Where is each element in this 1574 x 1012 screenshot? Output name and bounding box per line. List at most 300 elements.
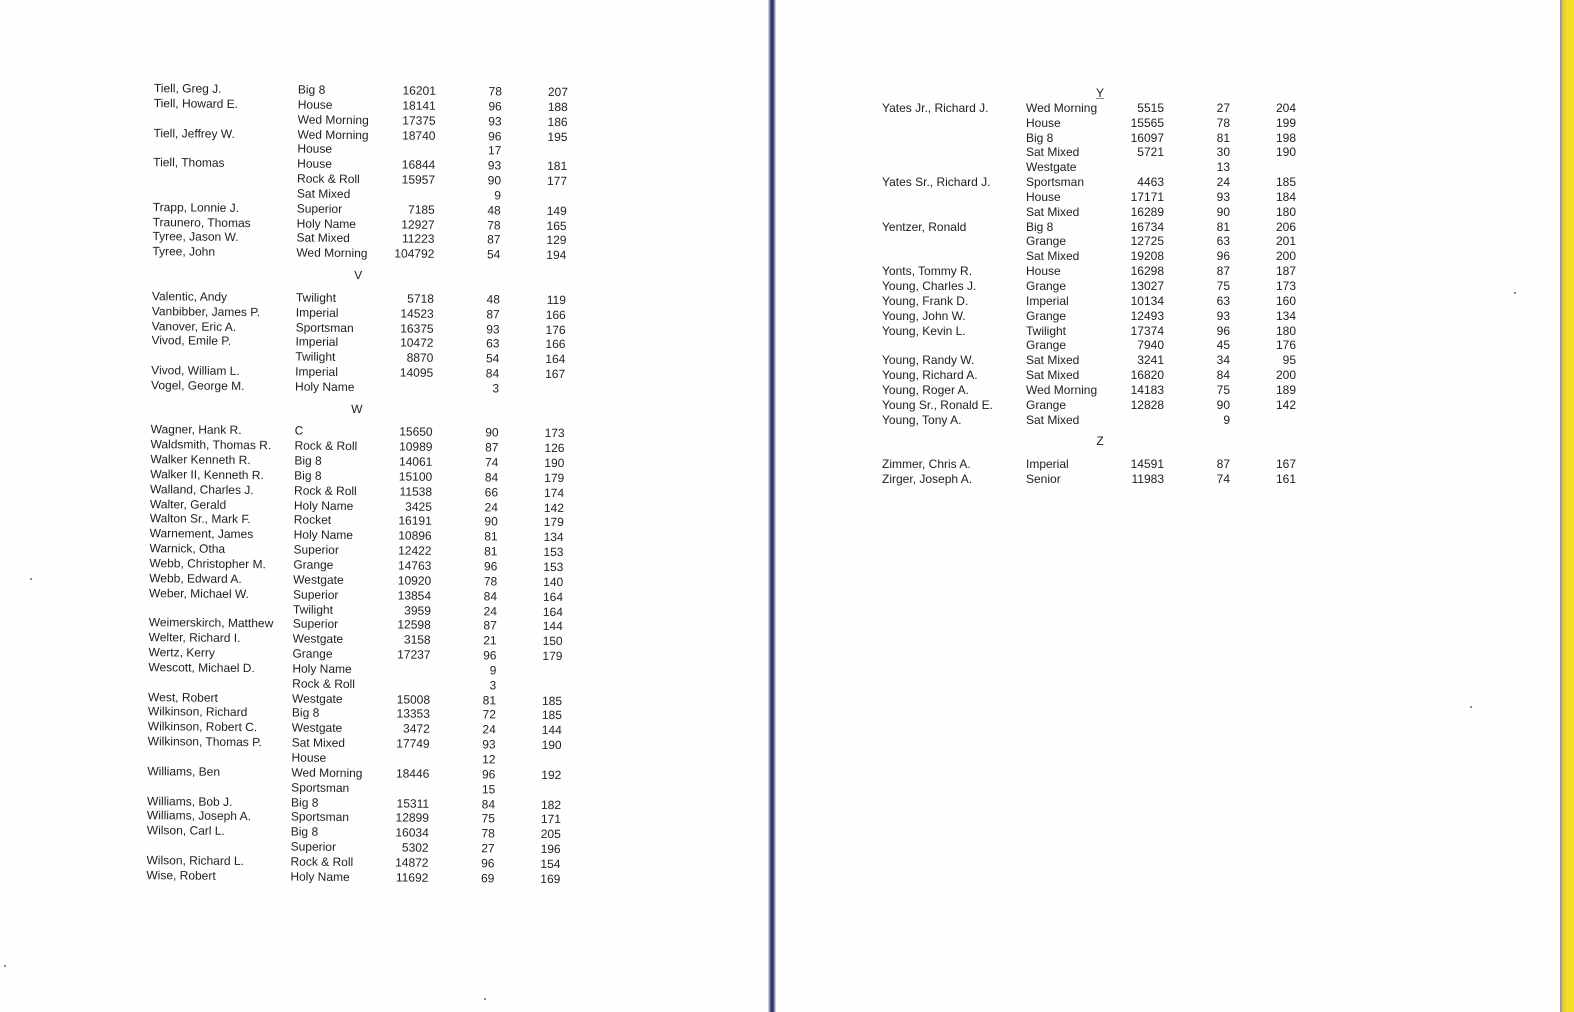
bowler-row — [880, 398, 1320, 413]
league-name: Imperial — [295, 305, 339, 320]
bowler-id: 15650 — [399, 424, 433, 440]
average-value: 185 — [541, 693, 563, 708]
left-bowler-list — [132, 81, 580, 887]
league-name: Rock & Roll — [294, 438, 358, 454]
bowler-name: Williams, Bob J. — [147, 793, 233, 809]
games-value: 87 — [486, 306, 500, 322]
average-value: 134 — [1275, 308, 1296, 323]
games-value: 24 — [482, 722, 496, 737]
bowler-name: Williams, Ben — [147, 763, 221, 779]
average-value: 184 — [1275, 189, 1296, 204]
games-value: 9 — [494, 188, 501, 203]
games-value: 9 — [1223, 412, 1230, 427]
bowler-id — [370, 677, 430, 678]
bowler-id: 11223 — [401, 231, 435, 247]
league-name: Sportsman — [290, 809, 350, 825]
average-value: 176 — [1275, 338, 1296, 353]
league-name: Big 8 — [1026, 219, 1054, 234]
average-value: 164 — [542, 589, 564, 604]
league-name: Wed Morning — [297, 127, 369, 142]
league-name: Sat Mixed — [1026, 412, 1080, 427]
league-name: Sat Mixed — [1026, 145, 1080, 160]
bowler-id: 11538 — [399, 484, 433, 499]
average-value: 171 — [540, 812, 561, 827]
games-value: 63 — [1216, 234, 1230, 249]
games-value: 3 — [489, 678, 497, 693]
average-value: 192 — [541, 767, 562, 782]
bowler-name: Yates Jr., Richard J. — [882, 100, 989, 115]
bowler-name: Webb, Edward A. — [149, 570, 242, 586]
section-letter — [880, 427, 1320, 457]
bowler-id: 14061 — [398, 454, 433, 469]
bowler-id: 10896 — [398, 528, 432, 544]
games-value: 78 — [483, 574, 498, 589]
bowler-row — [880, 220, 1320, 235]
bowler-id: 14183 — [1130, 382, 1164, 397]
bowler-id: 104792 — [394, 246, 435, 262]
bowler-row — [880, 279, 1320, 294]
bowler-id — [370, 662, 430, 663]
bowler-name: Warnement, James — [149, 526, 254, 542]
games-value: 81 — [1216, 219, 1230, 234]
average-value: 150 — [542, 634, 563, 649]
league-name: Big 8 — [294, 468, 322, 483]
league-name: Grange — [1026, 308, 1067, 323]
bowler-name: Webb, Christopher M. — [149, 556, 266, 572]
games-value: 87 — [487, 232, 501, 247]
average-value: 164 — [545, 352, 566, 367]
bowler-row — [880, 413, 1320, 428]
league-name: Superior — [293, 587, 339, 602]
games-value: 24 — [483, 603, 497, 618]
bowler-id: 11692 — [395, 870, 429, 885]
bowler-name: Zimmer, Chris A. — [882, 457, 971, 472]
average-value: 142 — [1275, 397, 1296, 412]
bowler-id: 12828 — [1130, 397, 1164, 412]
league-name: Sat Mixed — [1026, 353, 1080, 368]
games-value: 93 — [487, 158, 502, 173]
bowler-name: Young, Frank D. — [882, 293, 969, 308]
games-value: 74 — [1216, 471, 1230, 486]
league-name: Imperial — [295, 364, 338, 379]
games-value: 93 — [482, 737, 496, 752]
bowler-id: 16289 — [1130, 204, 1164, 219]
bowler-name: Walter, Gerald — [149, 496, 227, 512]
bowler-id: 15565 — [1130, 115, 1164, 130]
league-name: Big 8 — [290, 824, 319, 839]
average-value: 166 — [545, 337, 566, 352]
league-name: Grange — [293, 557, 334, 572]
league-name: House — [1026, 189, 1061, 204]
average-value: 199 — [1275, 115, 1296, 130]
league-name: Westgate — [1026, 160, 1077, 175]
bowler-name: Yates Sr., Richard J. — [882, 175, 991, 190]
league-name: Grange — [1026, 278, 1067, 293]
average-value: 190 — [544, 455, 565, 471]
bowler-id: 17374 — [1130, 323, 1164, 338]
games-value: 81 — [1216, 130, 1230, 145]
book-spine — [768, 0, 776, 1012]
bowler-row — [880, 234, 1320, 249]
average-value: 165 — [546, 218, 567, 233]
bowler-id: 7940 — [1137, 338, 1164, 353]
bowler-name: West, Robert — [148, 689, 218, 705]
games-value: 27 — [481, 841, 495, 856]
games-value: 84 — [485, 366, 500, 381]
bowler-row — [880, 131, 1320, 146]
bowler-name: Zirger, Joseph A. — [882, 471, 973, 486]
bowler-row — [880, 116, 1320, 131]
games-value: 96 — [488, 128, 502, 144]
bowler-row — [880, 101, 1320, 116]
league-name: Sat Mixed — [1026, 249, 1080, 264]
league-name: Westgate — [293, 572, 344, 587]
average-value: 176 — [545, 322, 566, 337]
bowler-name: Wilkinson, Richard — [147, 704, 248, 720]
scan-speck — [484, 998, 486, 1000]
bowler-id: 18740 — [402, 128, 436, 143]
average-value: 188 — [547, 99, 568, 114]
bowler-row — [880, 324, 1320, 339]
average-value: 129 — [546, 233, 567, 248]
bowler-id: 3425 — [405, 499, 432, 514]
bowler-id: 17171 — [1130, 189, 1164, 204]
bowler-id: 12598 — [397, 617, 431, 633]
games-value: 45 — [1216, 338, 1230, 353]
league-name: Holy Name — [296, 216, 357, 231]
league-name: Holy Name — [293, 527, 354, 543]
average-value: 195 — [547, 129, 568, 144]
bowler-name: Weber, Michael W. — [149, 585, 249, 601]
games-value: 17 — [487, 143, 502, 158]
games-value: 24 — [1216, 175, 1230, 190]
games-value: 96 — [483, 648, 497, 663]
league-name: Wed Morning — [297, 112, 369, 127]
average-value: 166 — [545, 307, 566, 322]
games-value: 87 — [1216, 264, 1230, 279]
games-value: 63 — [1216, 293, 1230, 308]
average-value: 174 — [543, 485, 565, 500]
league-name: Wed Morning — [296, 245, 368, 261]
games-value: 48 — [486, 292, 500, 307]
games-value: 96 — [481, 856, 495, 871]
bowler-id: 16097 — [1130, 130, 1164, 145]
bowler-id: 14095 — [399, 365, 434, 380]
average-value: 181 — [547, 159, 568, 174]
bowler-name: Weimerskirch, Matthew — [148, 615, 274, 631]
bowler-name: Wise, Robert — [146, 867, 216, 883]
bowler-id: 15100 — [398, 469, 433, 484]
bowler-name: Tiell, Greg J. — [153, 81, 222, 96]
bowler-row — [880, 457, 1320, 472]
bowler-id: 3241 — [1137, 353, 1164, 368]
league-name: Sat Mixed — [1026, 368, 1080, 383]
league-name: Rock & Roll — [294, 483, 357, 498]
league-name: House — [1026, 264, 1061, 279]
bowler-id: 16034 — [395, 825, 429, 840]
bowler-row — [880, 294, 1320, 309]
bowler-name: Young, Randy W. — [882, 353, 975, 368]
games-value: 90 — [487, 173, 502, 188]
bowler-id — [369, 781, 429, 782]
average-value: 196 — [540, 841, 561, 857]
average-value: 194 — [546, 248, 567, 263]
bowler-name: Vanbibber, James P. — [151, 303, 261, 319]
bowler-id: 13027 — [1130, 278, 1164, 293]
bowler-row — [880, 190, 1320, 205]
league-name: Twilight — [295, 349, 336, 365]
bowler-id: 19208 — [1130, 249, 1164, 264]
games-value: 84 — [483, 589, 498, 604]
league-name: Sat Mixed — [296, 230, 350, 246]
games-value: 72 — [482, 707, 496, 722]
bowler-row — [880, 160, 1320, 175]
bowler-row — [880, 368, 1320, 383]
games-value: 15 — [481, 781, 496, 797]
games-value: 87 — [1216, 457, 1230, 472]
bowler-id: 16298 — [1130, 264, 1164, 279]
league-name: Twilight — [1026, 323, 1067, 338]
league-name: Sat Mixed — [296, 186, 351, 201]
league-name: Sportsman — [1026, 175, 1085, 190]
league-name: Sat Mixed — [291, 735, 346, 751]
bowler-name: Tiell, Thomas — [153, 155, 225, 171]
bowler-name: Wilkinson, Robert C. — [147, 719, 258, 735]
bowler-id: 14763 — [397, 558, 432, 573]
bowler-name: Tiell, Howard E. — [153, 95, 239, 111]
games-value: 90 — [485, 425, 499, 440]
games-value: 30 — [1216, 145, 1230, 160]
bowler-id: 12899 — [395, 810, 430, 826]
games-value: 81 — [484, 529, 498, 544]
bowler-id — [375, 187, 435, 188]
average-value: 95 — [1282, 353, 1296, 368]
bowler-id: 5721 — [1137, 145, 1164, 160]
games-value: 78 — [488, 84, 502, 99]
bowler-id: 16191 — [398, 513, 432, 529]
average-value: 179 — [542, 648, 563, 664]
bowler-id: 5718 — [407, 291, 434, 306]
league-name: Sportsman — [295, 320, 354, 335]
average-value: 201 — [1275, 234, 1296, 249]
league-name: Sat Mixed — [1026, 204, 1080, 219]
bowler-id: 10134 — [1130, 293, 1164, 308]
games-value: 48 — [487, 203, 501, 218]
games-value: 90 — [1216, 397, 1230, 412]
bowler-id: 14591 — [1130, 457, 1164, 472]
bowler-name: Young, Richard A. — [882, 368, 978, 383]
scan-speck — [1514, 292, 1516, 294]
average-value: 189 — [1275, 382, 1296, 397]
bowler-id: 10920 — [397, 573, 432, 588]
average-value: 179 — [543, 515, 564, 530]
bowler-name: Wilson, Richard L. — [146, 852, 244, 868]
average-value: 169 — [540, 871, 561, 886]
league-name: Holy Name — [293, 498, 354, 513]
average-value: 149 — [546, 203, 567, 218]
bowler-name: Walker II, Kenneth R. — [150, 467, 264, 483]
games-value: 75 — [1216, 278, 1230, 293]
bowler-id: 3158 — [403, 632, 431, 648]
bowler-id: 18446 — [395, 766, 430, 781]
league-name: Big 8 — [291, 794, 319, 810]
average-value: 198 — [1275, 130, 1296, 145]
bowler-id: 8870 — [406, 350, 434, 366]
league-name: Imperial — [1026, 293, 1069, 308]
average-value: 126 — [544, 441, 565, 456]
bowler-name: Wilkinson, Thomas P. — [147, 734, 263, 750]
cover-edge — [1562, 0, 1574, 1012]
bowler-id: 10989 — [399, 439, 433, 455]
scan-speck — [1470, 706, 1472, 708]
league-name: Rock & Roll — [290, 854, 354, 869]
average-value: 180 — [1275, 323, 1296, 338]
league-name: Rocket — [293, 512, 332, 528]
average-value: 167 — [545, 366, 566, 382]
bowler-row — [880, 175, 1320, 190]
bowler-name: Young, Kevin L. — [882, 323, 966, 338]
games-value: 54 — [485, 351, 500, 366]
bowler-id: 3959 — [404, 603, 431, 618]
average-value: 187 — [1275, 264, 1296, 279]
league-name: Superior — [290, 839, 337, 854]
bowler-name: Vivod, Emile P. — [151, 333, 232, 349]
average-value: 173 — [1275, 278, 1296, 293]
league-name: Grange — [1026, 338, 1067, 353]
league-name: House — [291, 750, 327, 765]
bowler-name: Yonts, Tommy R. — [882, 264, 973, 279]
league-name: Big 8 — [291, 705, 320, 721]
league-name: Holy Name — [292, 661, 352, 676]
average-value: 190 — [1275, 145, 1296, 160]
games-value: 75 — [1216, 382, 1230, 397]
average-value: 134 — [543, 530, 564, 545]
games-value: 87 — [483, 618, 497, 633]
games-value: 78 — [487, 217, 501, 233]
bowler-id: 16844 — [401, 157, 436, 173]
bowler-name: Young, Charles J. — [882, 278, 977, 293]
average-value: 200 — [1275, 249, 1296, 264]
games-value: 96 — [488, 99, 502, 114]
bowler-id — [370, 751, 430, 752]
bowler-id: 13854 — [397, 588, 432, 603]
section-letter-text: W — [351, 401, 363, 416]
league-name: Wed Morning — [291, 765, 363, 780]
section-letter-text: Z — [1096, 434, 1104, 449]
league-name: House — [297, 156, 332, 172]
games-value: 74 — [484, 455, 499, 470]
games-value: 81 — [482, 692, 497, 708]
games-value: 93 — [488, 114, 502, 129]
bowler-id: 10472 — [400, 335, 434, 351]
bowler-row — [880, 353, 1320, 368]
bowler-name: Tyree, John — [152, 244, 216, 260]
average-value: 200 — [1275, 368, 1296, 383]
games-value: 96 — [483, 559, 498, 574]
average-value: 179 — [544, 470, 565, 486]
games-value: 21 — [483, 633, 497, 648]
bowler-id: 12422 — [398, 543, 432, 558]
bowler-row — [880, 309, 1320, 324]
bowler-name: Trapp, Lonnie J. — [152, 199, 240, 215]
games-value: 96 — [1216, 249, 1230, 264]
average-value: 177 — [546, 173, 568, 189]
bowler-id: 11983 — [1131, 471, 1164, 486]
league-name: Sportsman — [291, 780, 350, 795]
average-value: 140 — [543, 574, 564, 589]
bowler-id: 5302 — [401, 840, 429, 855]
bowler-id: 17237 — [397, 647, 431, 662]
average-value: 119 — [546, 292, 566, 307]
bowler-id: 16734 — [1130, 219, 1164, 234]
league-name: Holy Name — [295, 379, 355, 394]
average-value: 153 — [543, 559, 564, 575]
section-letter — [138, 259, 578, 293]
games-value: 96 — [1216, 323, 1230, 338]
average-value: 173 — [544, 426, 565, 441]
bowler-id: 12927 — [401, 217, 435, 232]
bowler-name: Young, Tony A. — [882, 412, 962, 427]
league-name: Wed Morning — [1026, 382, 1098, 397]
league-name: Superior — [296, 201, 343, 216]
average-value: 153 — [543, 545, 564, 560]
bowler-row — [880, 338, 1320, 353]
league-name: Westgate — [291, 720, 343, 736]
average-value: 207 — [547, 84, 568, 100]
average-value: 164 — [542, 604, 563, 619]
bowler-id: 16375 — [400, 321, 434, 336]
league-name: House — [1026, 115, 1061, 130]
league-name: Holy Name — [290, 869, 350, 884]
bowler-id: 15957 — [401, 172, 436, 187]
games-value: 93 — [486, 321, 500, 336]
games-value: 96 — [481, 767, 496, 782]
bowler-name: Wilson, Carl L. — [146, 823, 225, 839]
bowler-id: 14872 — [395, 855, 429, 870]
games-value: 90 — [1216, 204, 1230, 219]
bowler-id — [375, 143, 435, 144]
games-value: 84 — [481, 796, 496, 811]
bowler-name: Vanover, Eric A. — [151, 318, 237, 334]
league-name: Rock & Roll — [292, 676, 355, 691]
league-name: Wed Morning — [1026, 100, 1098, 115]
average-value: 185 — [541, 708, 562, 723]
bowler-id: 15311 — [396, 795, 430, 811]
bowler-id: 16201 — [402, 83, 436, 98]
bowler-name: Yentzer, Ronald — [882, 219, 967, 234]
league-name: Big 8 — [297, 82, 326, 97]
games-value: 93 — [1216, 308, 1230, 323]
bowler-row — [880, 249, 1320, 264]
games-value: 93 — [1216, 189, 1230, 204]
league-name: Westgate — [292, 691, 343, 706]
games-value: 90 — [484, 514, 498, 529]
bowler-name: Wescott, Michael D. — [148, 660, 255, 676]
bowler-name: Traunero, Thomas — [152, 214, 251, 230]
average-value: 154 — [540, 856, 561, 871]
league-name: Westgate — [292, 631, 344, 647]
bowler-name: Waldsmith, Thomas R. — [150, 437, 272, 453]
league-name: Twilight — [295, 290, 337, 305]
games-value: 78 — [1216, 115, 1230, 130]
league-name: Big 8 — [294, 453, 322, 468]
league-name: Big 8 — [1026, 130, 1054, 145]
games-value: 27 — [1216, 100, 1230, 115]
league-name: Imperial — [295, 334, 339, 350]
games-value: 13 — [1216, 160, 1230, 175]
bowler-id: 13353 — [396, 706, 431, 722]
league-name: C — [294, 423, 304, 438]
